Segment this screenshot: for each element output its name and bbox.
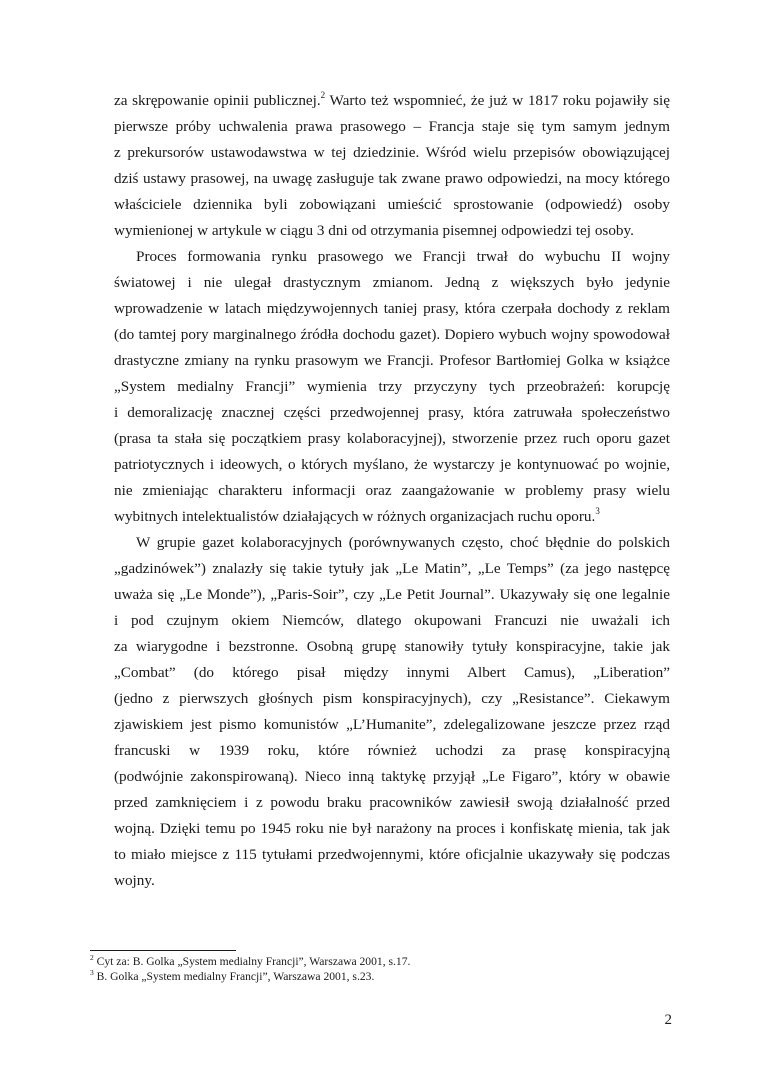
footnote-3 bbox=[90, 969, 670, 984]
page-number: 2 bbox=[664, 1012, 672, 1028]
body-text bbox=[114, 88, 670, 894]
footnote-reference: 3 bbox=[595, 505, 600, 516]
footnote-2-text: Cyt za: B. Golka „System medialny Francji”, Warszawa 2001, s.17. bbox=[93, 955, 411, 968]
paragraph bbox=[114, 530, 670, 894]
text-line: światowej i nie ulegał drastycznym zmianom. Jedną z większych było jedynie bbox=[114, 274, 670, 291]
footnote-reference: 2 bbox=[320, 89, 326, 100]
text-line: Proces formowania rynku prasowego we Francji trwał do wybuchu II wojny bbox=[136, 248, 670, 265]
text-line: (do tamtej pory marginalnego źródła dochodu gazet). Dopiero wybuch wojny spowodował bbox=[114, 326, 670, 343]
text-line: to miało miejsce z 115 tytułami przedwojennymi, które oficjalnie ukazywały się podczas bbox=[114, 846, 670, 863]
text-line: „Combat” (do którego pisał między innymi Albert Camus), „Liberation” bbox=[114, 664, 670, 681]
text-line: wojną. Dzięki temu po 1945 roku nie był narażony na proces i konfiskatę mienia, tak jak bbox=[114, 820, 670, 837]
text-line: zjawiskiem jest pismo komunistów „L’Humanite”, zdelegalizowane jeszcze przez rząd bbox=[114, 716, 670, 733]
text-line: wprowadzenie w latach międzywojennych taniej prasy, która czerpała dochody z reklam bbox=[114, 300, 670, 317]
text-line: francuski w 1939 roku, które również uchodzi za prasę konspiracyjną bbox=[114, 742, 670, 759]
text-line: wojny. bbox=[114, 872, 155, 889]
text-line: wymienionej w artykule w ciągu 3 dni od otrzymania pisemnej odpowiedzi tej osoby. bbox=[114, 222, 634, 239]
text-line: dziś ustawy prasowej, na uwagę zasługuje tak zwane prawo odpowiedzi, na mocy którego bbox=[114, 170, 670, 187]
text-line: (podwójnie zakonspirowaną). Nieco inną taktykę przyjął „Le Figaro”, który w obawie bbox=[114, 768, 670, 785]
footnote-separator bbox=[90, 950, 236, 951]
text-line: W grupie gazet kolaboracyjnych (porównywanych często, choć błędnie do polskich bbox=[136, 534, 670, 551]
text-line: za wiarygodne i bezstronne. Osobną grupę stanowiły tytuły konspiracyjne, takie jak bbox=[114, 638, 670, 655]
text-line: „System medialny Francji” wymienia trzy przyczyny tych przeobrażeń: korupcję bbox=[114, 378, 670, 395]
text-line: pierwsze próby uchwalenia prawa prasowego – Francja staje się tym samym jednym bbox=[114, 118, 670, 135]
text-line: właściciele dziennika byli zobowiązani umieścić sprostowanie (odpowiedź) osoby bbox=[114, 196, 670, 213]
text-line: drastyczne zmiany na rynku prasowym we Francji. Profesor Bartłomiej Golka w książce bbox=[114, 352, 670, 369]
footnote-3-text: B. Golka „System medialny Francji”, Warszawa 2001, s.23. bbox=[93, 970, 375, 983]
paragraph bbox=[114, 244, 670, 530]
text-line: (jedno z pierwszych głośnych pism konspiracyjnych), czy „Resistance”. Ciekawym bbox=[114, 690, 670, 707]
text-line: za skrępowanie opinii publicznej.$^2$ Warto też wspomnieć, że już w 1817 roku pojawiły się bbox=[114, 89, 670, 109]
text-line: (prasa ta stała się początkiem prasy kolaboracyjnej), stworzenie przez ruch oporu gazet bbox=[114, 430, 670, 447]
footnotes bbox=[90, 954, 670, 984]
text-line: nie zmieniając charakteru informacji oraz zaangażowanie w problemy prasy wielu bbox=[114, 482, 670, 499]
text-line: patriotycznych i ideowych, o których myślano, że wystarczy je kontynuować po wojnie, bbox=[114, 456, 670, 473]
footnote-2 bbox=[90, 954, 670, 969]
text-line: „gadzinówek”) znalazły się takie tytuły jak „Le Matin”, „Le Temps” (za jego następcę bbox=[114, 560, 670, 577]
footnote-3-number: 3 bbox=[90, 968, 94, 978]
text-line: wybitnych intelektualistów działających w różnych organizacjach ruchu oporu.$^3$ bbox=[114, 505, 600, 525]
text-line: z prekursorów ustawodawstwa w tej dziedzinie. Wśród wielu przepisów obowiązującej bbox=[114, 144, 670, 161]
footnote-2-number: 2 bbox=[90, 953, 94, 963]
text-line: i pod czujnym okiem Niemców, dlatego okupowani Francuzi nie uważali ich bbox=[114, 612, 670, 629]
paragraph bbox=[114, 88, 670, 244]
text-line: uważa się „Le Monde”), „Paris-Soir”, czy „Le Petit Journal”. Ukazywały się one legalnie bbox=[114, 586, 670, 603]
text-line: i demoralizację znacznej części przedwojennej prasy, która zatruwała społeczeństwo bbox=[114, 404, 670, 421]
text-line: przed zamknięciem i z powodu braku pracowników zawiesił swoją działalność przed bbox=[114, 794, 670, 811]
